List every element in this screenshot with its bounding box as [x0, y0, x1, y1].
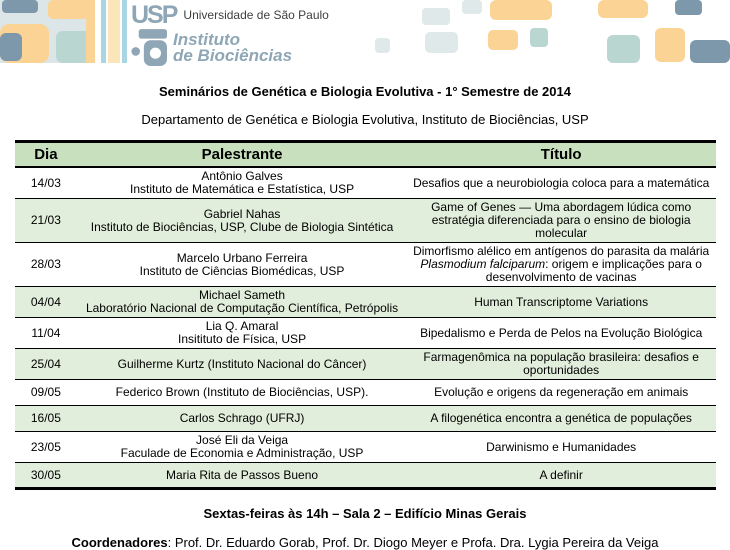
mosaic-tile — [462, 0, 482, 14]
cell-dia: 09/05 — [30, 385, 61, 399]
mosaic-tile — [425, 32, 458, 53]
cell-dia: 14/03 — [30, 175, 61, 190]
cell-dia: 30/05 — [30, 467, 61, 482]
institute-line1: Instituto — [173, 30, 241, 49]
coordinators-label: Coordenadores — [71, 535, 168, 550]
table-row — [15, 349, 716, 380]
table-row — [15, 463, 716, 489]
table-row — [15, 318, 716, 349]
mosaic-tile — [690, 40, 730, 63]
mosaic-tile — [530, 28, 548, 47]
banner-mosaic-left — [0, 0, 95, 63]
mosaic-tile — [488, 30, 518, 50]
table-row — [15, 380, 716, 406]
cell-dia: 11/04 — [31, 325, 61, 340]
cell-palestrante: Guilherme Kurtz (Instituto Nacional do Câncer) — [117, 356, 367, 371]
seminar-table-body — [15, 167, 716, 489]
mosaic-tile — [48, 0, 89, 19]
cell-titulo: A definir — [539, 467, 583, 482]
cell-dia: 21/03 — [30, 213, 61, 227]
table-row — [15, 406, 716, 432]
cell-dia: 04/04 — [30, 294, 61, 309]
banner-stripe — [101, 0, 106, 63]
page-subtitle: Departamento de Genética e Biologia Evolutiva, Instituto de Biociências, USP — [141, 112, 589, 127]
cell-dia: 23/05 — [30, 439, 61, 454]
cell-palestrante: Gabriel Nahas Instituto de Biociências, USP, Clube de Biologia Sintética — [90, 206, 394, 234]
column-header-palestrante: Palestrante — [77, 142, 407, 168]
banner-stripe — [86, 0, 95, 63]
table-header-row — [15, 142, 716, 168]
cell-dia: 28/03 — [30, 257, 61, 271]
cell-titulo: Desafios que a neurobiologia coloca para a matemática — [413, 175, 710, 190]
institute-line2: de Biociências — [173, 46, 293, 65]
banner-stripe — [108, 0, 120, 63]
usp-logo-icon: USP — [131, 1, 177, 29]
banner-stripe — [122, 0, 127, 63]
mosaic-tile — [2, 0, 38, 13]
cell-palestrante: Carlos Schrago (UFRJ) — [179, 411, 305, 425]
cell-palestrante: Federico Brown (Instituto de Biociências, USP). — [115, 385, 369, 399]
cell-dia: 16/05 — [30, 411, 61, 425]
cell-dia: 25/04 — [30, 356, 61, 371]
logo-area — [131, 2, 381, 64]
cell-titulo: Human Transcriptome Variations — [474, 294, 649, 309]
usp-banner — [0, 0, 730, 66]
cell-titulo: Bipedalismo e Perda de Pelos na Evolução Biológica — [420, 325, 703, 340]
cell-titulo: Evolução e origens da regeneração em animais — [434, 385, 689, 399]
column-header-titulo: Título — [407, 142, 716, 168]
mosaic-tile — [0, 33, 22, 61]
cell-titulo: A filogenética encontra a genética de populações — [430, 411, 692, 425]
cell-titulo: Darwinismo e Humanidades — [486, 439, 637, 454]
schedule-note: Sextas-feiras às 14h – Sala 2 – Edifício Minas Gerais — [203, 506, 527, 521]
mosaic-tile — [655, 28, 685, 62]
mosaic-tile — [422, 8, 450, 25]
cell-palestrante: Maria Rita de Passos Bueno — [166, 467, 319, 482]
coordinators-note — [0, 535, 730, 550]
cell-palestrante: José Eli da Veiga Faculade de Economia e Administração, USP — [120, 433, 364, 460]
institute-name — [173, 32, 292, 64]
column-header-dia: Dia — [15, 142, 78, 168]
cell-palestrante: Lia Q. Amaral Insitituto de Física, USP — [178, 319, 307, 346]
coordinators-names: : Prof. Dr. Eduardo Gorab, Prof. Dr. Diogo Meyer e Profa. Dra. Lygia Pereira da Veiga — [167, 535, 659, 550]
mosaic-tile — [490, 0, 552, 20]
seminar-table — [15, 140, 716, 490]
cell-titulo: Game of Genes — Uma abordagem lúdica como estratégia diferenciada para o ensino de biologia molecular — [431, 200, 692, 240]
table-row — [15, 287, 716, 318]
mosaic-tile — [675, 0, 702, 15]
table-row — [15, 199, 716, 243]
cell-titulo: Farmagenômica na população brasileira: desafios e oportunidades — [423, 350, 699, 377]
mosaic-tile — [598, 0, 648, 18]
cell-palestrante: Michael Sameth Laboratório Nacional de Computação Científica, Petrópolis — [85, 288, 399, 315]
mosaic-tile — [375, 38, 390, 53]
table-row — [15, 432, 716, 463]
cell-palestrante: Antônio Galves Instituto de Matemática e Estatística, USP — [129, 169, 355, 196]
ib-logo-icon — [131, 29, 167, 67]
cell-palestrante: Marcelo Urbano Ferreira Instituto de Ciências Biomédicas, USP — [139, 250, 345, 278]
table-row — [15, 243, 716, 287]
table-row — [15, 167, 716, 199]
cell-titulo: Dimorfismo alélico em antígenos do parasita da malária Plasmodium falciparum: origem e implicações para o desenvolvimento de vacinas — [413, 244, 710, 284]
usp-name-text: Universidade de São Paulo — [183, 8, 329, 22]
page-title: Seminários de Genética e Biologia Evolutiva - 1° Semestre de 2014 — [159, 84, 571, 99]
mosaic-tile — [607, 35, 640, 63]
